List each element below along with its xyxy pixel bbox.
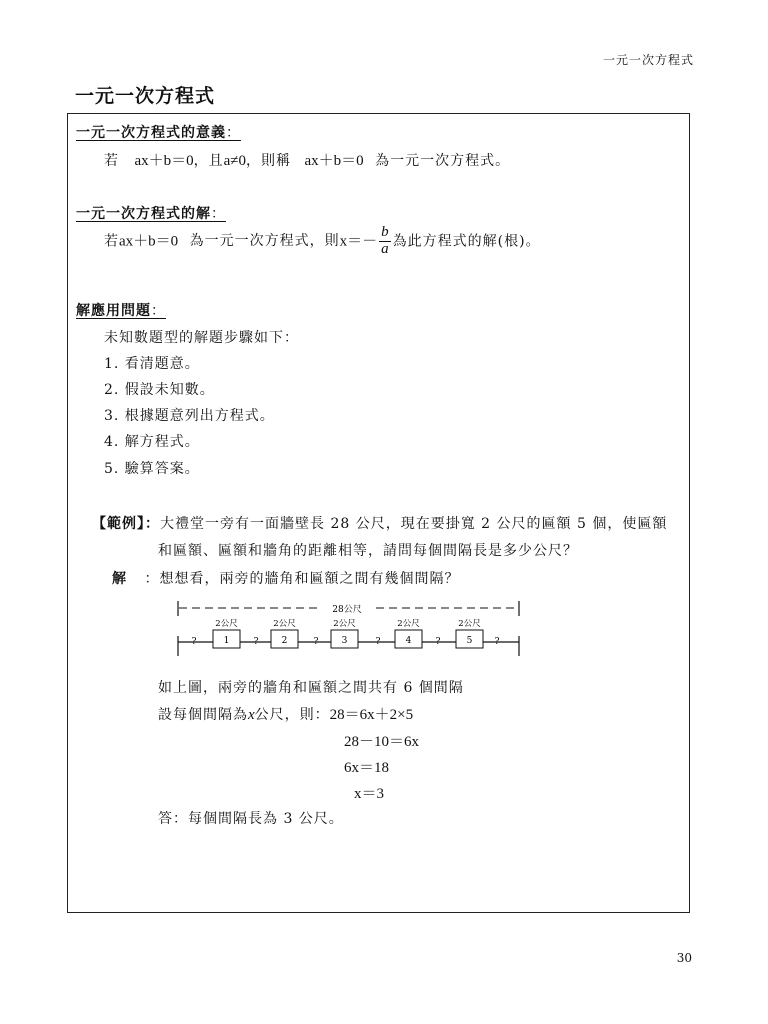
frame-number: 4	[405, 636, 412, 646]
frame-number: 2	[281, 636, 288, 646]
definition-condition: a≠0	[223, 153, 247, 169]
answer-line: 答：每個間隔長為 3 公尺。	[158, 811, 344, 827]
definition-call: ，則稱	[246, 153, 292, 169]
solution-def-heading-colon: ：	[211, 206, 226, 222]
diagram-items	[192, 619, 500, 648]
frame-width-label: 2公尺	[333, 619, 356, 629]
gap-unknown-label: ?	[435, 637, 441, 647]
frame-width-label: 2公尺	[458, 619, 481, 629]
page-number: 30	[676, 951, 692, 965]
definition-line	[104, 149, 510, 170]
solution-intro: 想想看，兩旁的牆角和匾額之間有幾個間隔？	[159, 571, 460, 587]
total-length-label: 28公尺	[332, 605, 362, 615]
word-problem-heading	[76, 300, 166, 320]
step-item: 1. 看清題意。	[104, 356, 200, 372]
definition-heading-colon: ：	[226, 125, 241, 141]
definition-if: 若	[104, 153, 119, 169]
solution-def-lhs: x＝－	[339, 233, 378, 250]
step-item: 5. 驗算答案。	[104, 461, 200, 477]
definition-and: ，且	[193, 153, 224, 169]
solution-def-equation: ax＋b＝0	[119, 233, 179, 250]
solution-equation: 28＝6x＋2×5	[329, 707, 414, 723]
running-header: 一元一次方程式	[602, 53, 694, 67]
solution-def-heading	[76, 203, 226, 223]
solution-step-2: 6x＝18	[344, 760, 390, 776]
frame-number: 1	[223, 636, 230, 646]
fraction-b-over-a	[379, 225, 391, 258]
solution-let: 設每個間隔為	[158, 707, 248, 723]
solution-def-heading-text: 一元一次方程式的解	[76, 206, 211, 222]
frame-width-label: 2公尺	[397, 619, 420, 629]
example-line-1	[92, 513, 667, 533]
definition-heading	[76, 122, 241, 142]
step-item: 2. 假設未知數。	[104, 382, 215, 398]
solution-line-1: 如上圖，兩旁的牆角和匾額之間共有 6 個間隔	[158, 680, 464, 696]
solution-label: 解	[112, 571, 127, 587]
definition-tail: 為一元一次方程式。	[375, 153, 511, 169]
steps-intro: 未知數題型的解題步驟如下：	[104, 330, 299, 346]
solution-def-line	[104, 225, 541, 258]
frame-width-label: 2公尺	[215, 619, 238, 629]
frame-number: 3	[341, 636, 348, 646]
solution-meters: 公尺，則：	[254, 707, 330, 723]
wall-diagram	[176, 598, 521, 660]
solution-def-if: 若	[104, 233, 119, 250]
word-problem-heading-text: 解應用問題	[76, 303, 151, 319]
gap-unknown-label: ?	[494, 637, 500, 647]
frame-number: 5	[466, 636, 473, 646]
step-item: 3. 根據題意列出方程式。	[104, 408, 275, 424]
gap-unknown-label: ?	[313, 637, 319, 647]
example-colon: ：	[145, 516, 160, 532]
chapter-title: 一元一次方程式	[75, 85, 216, 107]
step-item: 4. 解方程式。	[104, 434, 200, 450]
gap-unknown-label: ?	[191, 637, 197, 647]
fraction-denominator: a	[381, 240, 389, 257]
example-tag: 【範例】	[92, 516, 145, 532]
word-problem-heading-colon: ：	[151, 303, 166, 319]
solution-variable: x	[248, 707, 255, 723]
gap-unknown-label: ?	[375, 637, 381, 647]
solution-def-tail: 為此方程式的解(根)。	[392, 233, 541, 250]
definition-equation-2: ax＋b＝0	[304, 153, 364, 169]
fraction-numerator: b	[381, 224, 389, 240]
solution-line-2	[158, 703, 413, 724]
example-problem-line-2: 和匾額、匾額和牆角的距離相等，請問每個間隔長是多少公尺？	[158, 543, 578, 559]
solution-colon: ：	[144, 571, 160, 587]
solution-def-mid: 為一元一次方程式，則	[189, 233, 340, 250]
solution-intro-line	[112, 568, 459, 588]
example-problem-line-1: 大禮堂一旁有一面牆壁長 28 公尺，現在要掛寬 2 公尺的匾額 5 個，使匾額	[160, 516, 668, 532]
frame-width-label: 2公尺	[273, 619, 296, 629]
solution-step-1: 28－10＝6x	[344, 734, 420, 750]
solution-step-3: x＝3	[354, 786, 385, 802]
gap-unknown-label: ?	[253, 637, 259, 647]
definition-equation: ax＋b＝0	[134, 153, 194, 169]
definition-heading-text: 一元一次方程式的意義	[76, 125, 226, 141]
